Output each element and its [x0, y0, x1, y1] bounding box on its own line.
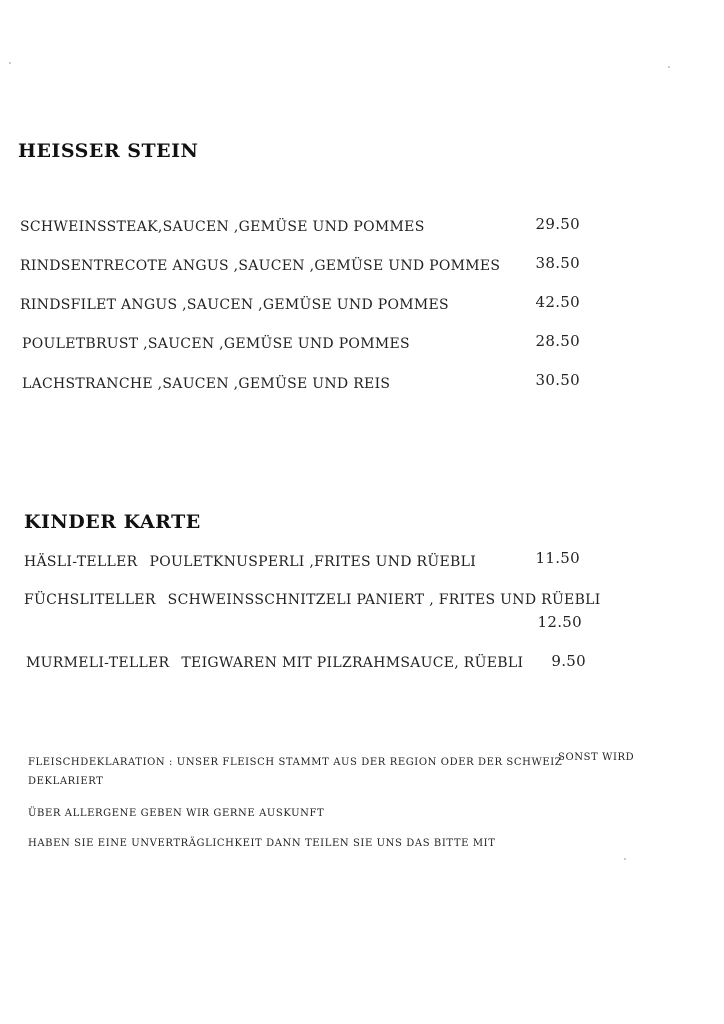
menu-item-price: 28.50 — [535, 332, 580, 350]
menu-item — [24, 592, 601, 608]
menu-item — [26, 655, 523, 671]
menu-item-price: 12.50 — [537, 613, 582, 631]
menu-item-price: 30.50 — [535, 371, 580, 389]
menu-item-name: FÜCHSLITELLER — [24, 592, 156, 608]
allergen-note: ÜBER ALLERGENE GEBEN WIR GERNE AUSKUNFT — [28, 808, 325, 819]
menu-item-name: HÄSLI-TELLER — [24, 554, 138, 570]
menu-item-description: POULETKNUSPERLI ,FRITES UND RÜEBLI — [149, 554, 477, 570]
menu-item: LACHSTRANCHE ,SAUCEN ,GEMÜSE UND REIS — [22, 376, 391, 392]
menu-item-description: TEIGWAREN MIT PILZRAHMSAUCE, RÜEBLI — [181, 655, 524, 671]
scan-speck — [9, 62, 11, 64]
menu-item-price: 29.50 — [535, 215, 580, 233]
section-title-kinder-karte: KINDER KARTE — [24, 511, 201, 533]
meat-declaration-note: FLEISCHDEKLARATION : UNSER FLEISCH STAMMT AUS DER REGION ODER DER SCHWEIZ — [28, 757, 563, 768]
section-title-heisser-stein: HEISSER STEIN — [18, 140, 199, 162]
scan-speck — [668, 66, 670, 68]
menu-item: SCHWEINSSTEAK,SAUCEN ,GEMÜSE UND POMMES — [20, 219, 425, 235]
menu-item-price: 9.50 — [551, 652, 586, 670]
menu-item: POULETBRUST ,SAUCEN ,GEMÜSE UND POMMES — [22, 336, 410, 352]
menu-item-description: SCHWEINSSCHNITZELI PANIERT , FRITES UND RÜEBLI — [167, 592, 601, 608]
meat-declaration-note-end: DEKLARIERT — [28, 776, 104, 787]
menu-item-price: 42.50 — [535, 293, 580, 311]
menu-item-price: 11.50 — [535, 549, 580, 567]
menu-item-name: MURMELI-TELLER — [26, 655, 170, 671]
menu-item-price: 38.50 — [535, 254, 580, 272]
menu-item — [24, 554, 476, 570]
menu-item: RINDSFILET ANGUS ,SAUCEN ,GEMÜSE UND POMMES — [20, 297, 449, 313]
meat-declaration-note-cont: SONST WIRD — [558, 752, 635, 763]
scan-speck — [624, 858, 626, 860]
menu-item: RINDSENTRECOTE ANGUS ,SAUCEN ,GEMÜSE UND POMMES — [20, 258, 501, 274]
intolerance-note: HABEN SIE EINE UNVERTRÄGLICHKEIT DANN TEILEN SIE UNS DAS BITTE MIT — [28, 838, 496, 849]
